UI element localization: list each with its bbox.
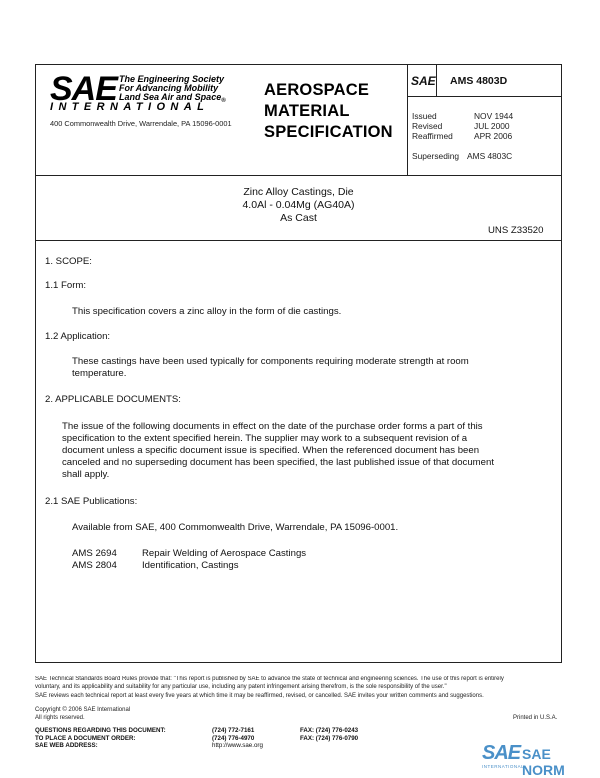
section-2-line-4: canceled and no superseding document has been specified, the last published issue of that document — [62, 457, 495, 468]
spec-number-rule — [407, 96, 562, 97]
uns-number: UNS Z33520 — [488, 225, 544, 236]
date-block — [412, 111, 560, 161]
sae-norm-watermark — [482, 742, 594, 778]
tagline-line-2: For Advancing Mobility — [119, 83, 219, 93]
contact-label: QUESTIONS REGARDING THIS DOCUMENT: — [35, 727, 166, 734]
title-line-1: Zinc Alloy Castings, Die — [243, 186, 354, 198]
spec-title-line-1: AEROSPACE — [264, 81, 370, 99]
contact-phone: (724) 776-4970 — [212, 734, 255, 742]
date-row-issued — [412, 111, 560, 121]
section-2-1-heading: 2.1 SAE Publications: — [45, 496, 138, 507]
copyright-line: Copyright © 2006 SAE International — [35, 707, 131, 713]
revised-value: JUL 2000 — [474, 121, 510, 131]
document-title — [35, 186, 562, 225]
watermark-subtext: INTERNATIONAL — [482, 764, 525, 769]
section-1-1-text: This specification covers a zinc alloy in the form of die castings. — [72, 306, 342, 317]
contact-row — [35, 735, 415, 743]
footer-notice-line-2: voluntary, and its applicability and suitability for any particular use, including any patent infringement arising therefrom, is the sole responsibility of the user." — [35, 683, 447, 690]
revised-label: Revised — [412, 121, 443, 131]
printed-in: Printed in U.S.A. — [513, 715, 558, 721]
title-divider — [35, 240, 562, 241]
reference-list — [72, 548, 472, 572]
issued-value: NOV 1944 — [474, 111, 514, 121]
sae-small-logo: SAE — [411, 74, 436, 88]
contact-table — [35, 727, 415, 750]
watermark-logo: SAE — [482, 742, 521, 764]
reference-title: Identification, Castings — [142, 560, 239, 571]
title-line-3: As Cast — [280, 212, 317, 224]
spec-title — [264, 80, 393, 143]
section-1-1-heading: 1.1 Form: — [45, 280, 87, 291]
tagline-line-3: Land Sea Air and Space$_®$ — [119, 92, 226, 104]
sae-international-text: INTERNATIONAL — [50, 101, 210, 113]
spec-number-divider — [436, 64, 437, 96]
reference-title: Repair Welding of Aerospace Castings — [142, 548, 307, 559]
reference-number: AMS 2804 — [72, 560, 117, 571]
issued-label: Issued — [412, 111, 437, 121]
reference-item — [72, 560, 472, 572]
spec-title-line-2: MATERIAL — [264, 102, 350, 120]
contact-label: TO PLACE A DOCUMENT ORDER: — [35, 734, 136, 742]
contact-row — [35, 727, 415, 735]
supersedes-row — [412, 151, 560, 161]
section-2-line-2: specification to the extent specified herein. The supplier may work to a subsequent revision of a — [62, 433, 468, 444]
section-2-line-3: document unless a specific document issue is specified. When the referenced document has been — [62, 445, 480, 456]
copyright — [35, 707, 130, 722]
section-2-line-1: The issue of the following documents in effect on the date of the purchase order forms a part of this — [62, 421, 483, 432]
sae-logo: SAE — [50, 70, 117, 108]
section-2-heading: 2. APPLICABLE DOCUMENTS: — [45, 394, 181, 405]
header-divider — [35, 175, 562, 176]
contact-label: SAE WEB ADDRESS: — [35, 742, 98, 749]
contact-row — [35, 742, 415, 750]
section-1-heading: 1. SCOPE: — [45, 256, 92, 267]
tagline-line-1: The Engineering Society — [119, 74, 225, 84]
web-address-link[interactable]: http://www.sae.org — [212, 742, 263, 749]
section-2-text — [62, 421, 494, 481]
sae-address: 400 Commonwealth Drive, Warrendale, PA 15096-0001 — [50, 119, 232, 128]
supersedes-value: AMS 4803C — [467, 151, 513, 161]
section-1-2-heading: 1.2 Application: — [45, 331, 111, 342]
date-row-reaffirmed — [412, 131, 560, 141]
reference-item — [72, 548, 472, 560]
supersedes-label: Superseding — [412, 151, 460, 161]
section-1-2-text — [72, 356, 469, 380]
footer-review-note: SAE reviews each technical report at least every five years at which time it may be reaffirmed, revised, or cancelled. SAE invites your written comments and suggestions. — [35, 693, 484, 699]
reaffirmed-label: Reaffirmed — [412, 131, 453, 141]
section-2-1-text: Available from SAE, 400 Commonwealth Drive, Warrendale, PA 15096-0001. — [72, 522, 399, 533]
contact-fax: FAX: (724) 776-0790 — [300, 734, 359, 742]
rights-line: All rights reserved. — [35, 714, 85, 721]
reaffirmed-value: APR 2006 — [474, 131, 513, 141]
section-1-2-line-2: temperature. — [72, 368, 127, 379]
spec-number: AMS 4803D — [450, 75, 508, 87]
section-1-2-line-1: These castings have been used typically for components requiring moderate strength at room — [72, 356, 469, 367]
contact-phone: (724) 772-7161 — [212, 727, 255, 734]
footer-notice — [35, 676, 565, 701]
section-2-line-5: shall apply. — [62, 469, 110, 480]
spec-title-line-3: SPECIFICATION — [264, 123, 393, 141]
reference-number: AMS 2694 — [72, 548, 117, 559]
header-vertical-divider — [407, 64, 408, 176]
title-line-2: 4.0Al - 0.04Mg (AG40A) — [242, 199, 355, 211]
watermark-text: SAE NORM — [522, 746, 565, 778]
footer-notice-line-1: SAE Technical Standards Board Rules provide that: "This report is published by SAE to advance the state of technical and engineering sciences. The use of this report is entirely — [35, 676, 504, 682]
contact-fax: FAX: (724) 776-0243 — [300, 727, 359, 734]
date-row-revised — [412, 121, 560, 131]
